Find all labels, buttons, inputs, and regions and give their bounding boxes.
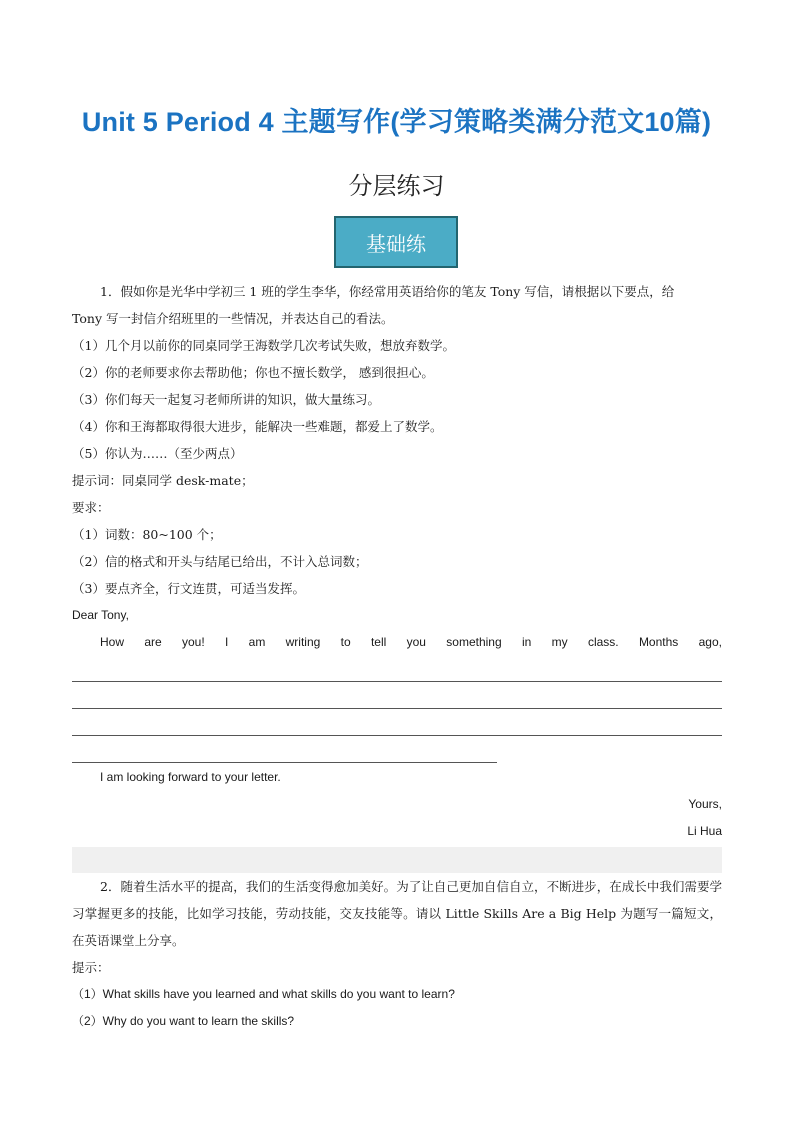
q1-intro-line1: 1．假如你是光华中学初三 1 班的学生李华，你经常用英语给你的笔友 Tony 写信，请根据以下要点，给 xyxy=(100,284,675,299)
opening-word: tell xyxy=(370,635,387,649)
opening-word: my xyxy=(551,635,568,649)
q1-point: （4）你和王海都取得很大进步，能解决一些难题，都爱上了数学。 xyxy=(72,419,443,434)
letter-closing: I am looking forward to your letter. xyxy=(100,770,281,784)
opening-word: you! xyxy=(181,635,205,649)
page-title: Unit 5 Period 4 主题写作(学习策略类满分范文10篇) xyxy=(81,107,712,137)
opening-word: ago, xyxy=(698,635,722,649)
opening-word: to xyxy=(340,635,351,649)
letter-salutation: Dear Tony, xyxy=(72,608,129,622)
letter-yours: Yours, xyxy=(688,797,722,811)
opening-word: How xyxy=(100,635,125,649)
q2-intro: 2．随着生活水平的提高，我们的生活变得愈加美好。为了让自己更加自信自立，不断进步，在成长中我们需要学习掌握更多的技能，比如学习技能，劳动技能，交友技能等。请以 Little Skills Are a Big Help 为题写一篇短文，在英语课堂上分享。 xyxy=(72,879,722,948)
q1-requirement: （1）词数：80~100 个； xyxy=(72,527,222,542)
document-body xyxy=(72,278,722,1035)
q1-intro-line2: Tony 写一封信介绍班里的一些情况，并表达自己的看法。 xyxy=(72,311,394,326)
opening-word: class. xyxy=(587,635,619,649)
opening-word: are xyxy=(144,635,162,649)
letter-opening-line xyxy=(72,629,722,656)
q1-point: （2）你的老师要求你去帮助他；你也不擅长数学， 感到很担心。 xyxy=(72,365,434,380)
answer-line[interactable] xyxy=(72,656,722,682)
q1-requirement: （3）要点齐全，行文连贯，可适当发挥。 xyxy=(72,581,305,596)
q1-requirement: （2）信的格式和开头与结尾已给出，不计入总词数； xyxy=(72,554,368,569)
opening-word: you xyxy=(406,635,426,649)
opening-word: Months xyxy=(638,635,679,649)
answer-line[interactable] xyxy=(72,737,497,763)
q2-hint: （1）What skills have you learned and what skills do you want to learn? xyxy=(72,987,455,1001)
opening-word: I xyxy=(224,635,229,649)
q1-point: （5）你认为……（至少两点） xyxy=(72,446,243,461)
opening-word: writing xyxy=(285,635,321,649)
answer-line[interactable] xyxy=(72,710,722,736)
q1-requirements-label: 要求： xyxy=(72,500,110,515)
q2-hint: （2）Why do you want to learn the skills? xyxy=(72,1014,295,1028)
q1-hint: 提示词：同桌同学 desk-mate； xyxy=(72,473,254,488)
section-badge: 基础练 xyxy=(334,216,458,268)
letter-signature: Li Hua xyxy=(687,824,722,838)
opening-word: am xyxy=(248,635,266,649)
page-subtitle: 分层练习 xyxy=(348,172,445,200)
q1-point: （1）几个月以前你的同桌同学王海数学几次考试失败，想放弃数学。 xyxy=(72,338,455,353)
answer-line[interactable] xyxy=(72,683,722,709)
shaded-separator xyxy=(72,847,722,873)
q2-hint-label: 提示： xyxy=(72,960,110,975)
opening-word: something xyxy=(446,635,502,649)
q1-point: （3）你们每天一起复习老师所讲的知识，做大量练习。 xyxy=(72,392,380,407)
opening-word: in xyxy=(521,635,532,649)
